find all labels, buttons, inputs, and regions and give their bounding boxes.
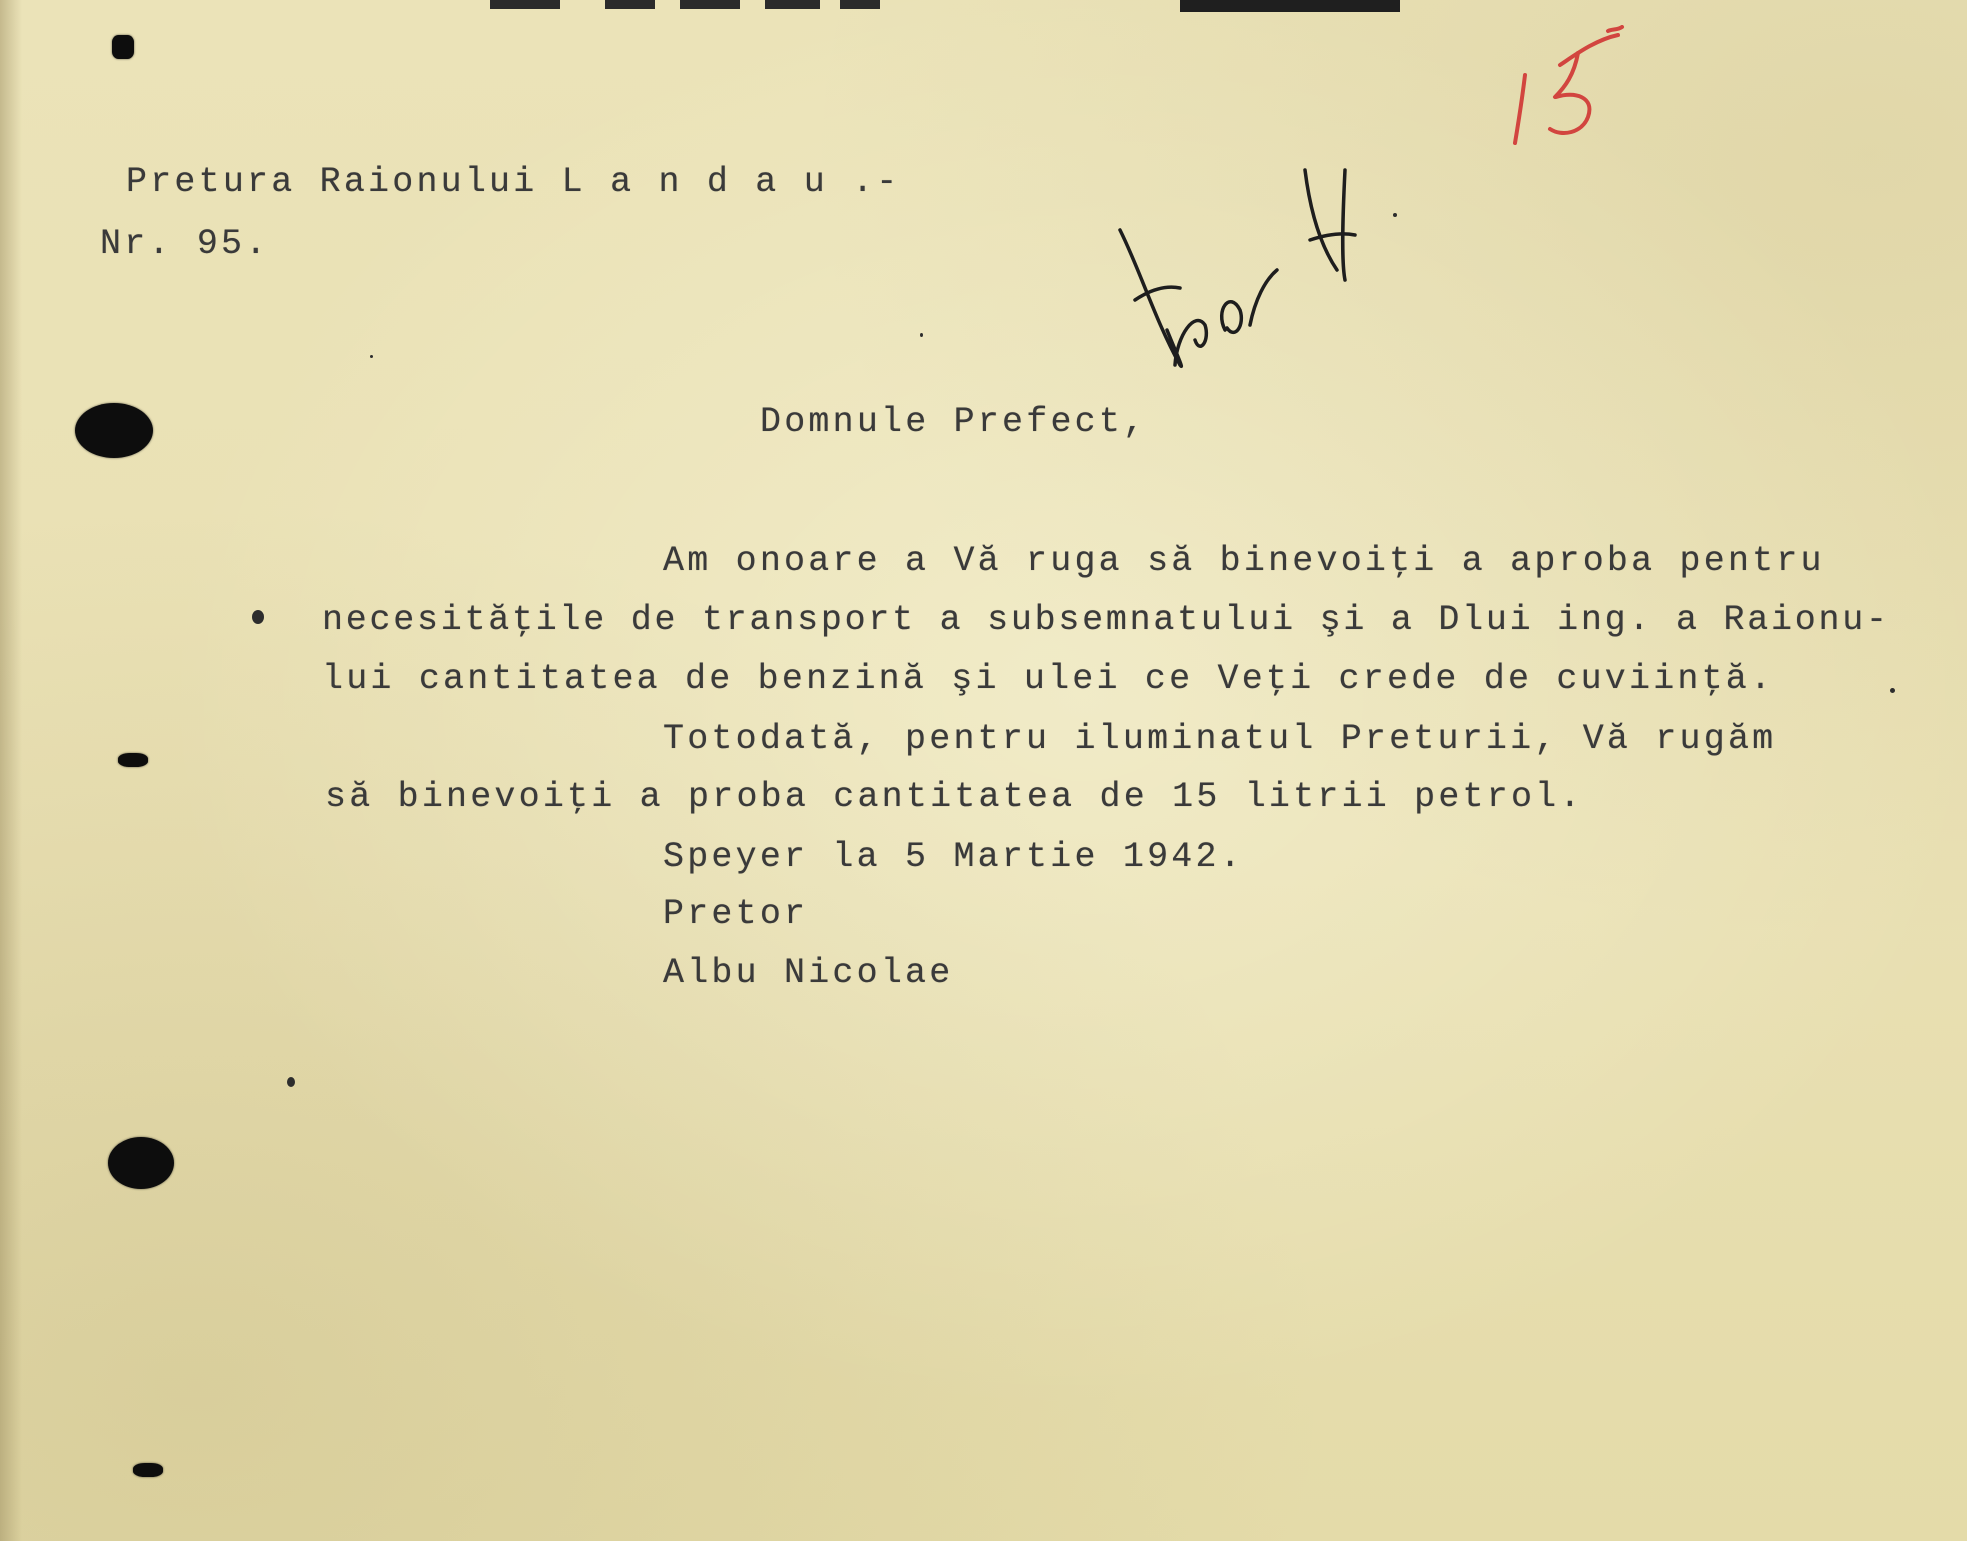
punch-hole bbox=[108, 1137, 174, 1189]
speck bbox=[287, 1077, 295, 1087]
body-line-3: lui cantitatea de benzină şi ulei ce Veţi crede de cuviinţă. bbox=[322, 659, 1775, 699]
speck bbox=[1890, 688, 1895, 693]
salutation: Domnule Prefect, bbox=[760, 402, 1148, 442]
speck bbox=[252, 610, 264, 624]
punch-hole bbox=[75, 403, 153, 458]
signatory-name: Albu Nicolae bbox=[663, 953, 954, 993]
cropped-previous-text bbox=[490, 0, 1150, 12]
handwritten-annotation bbox=[1105, 150, 1365, 380]
folio-number-red bbox=[1500, 25, 1635, 155]
staple-hole bbox=[112, 35, 134, 59]
place-date: Speyer la 5 Martie 1942. bbox=[663, 837, 1244, 877]
speck bbox=[1393, 213, 1397, 217]
document-number: Nr. 95. bbox=[100, 224, 270, 264]
staple-hole bbox=[118, 753, 148, 767]
staple-hole bbox=[133, 1463, 163, 1477]
signatory-title: Pretor bbox=[663, 894, 809, 934]
paper-edge-shadow bbox=[0, 0, 22, 1541]
body-line-1: Am onoare a Vă ruga să binevoiţi a aproba pentru bbox=[663, 541, 1825, 581]
body-line-5: să binevoiţi a proba cantitatea de 15 litrii petrol. bbox=[325, 777, 1584, 817]
speck bbox=[920, 333, 923, 337]
speck bbox=[370, 355, 373, 358]
body-line-4: Totodată, pentru iluminatul Preturii, Vă rugăm bbox=[663, 719, 1777, 759]
office-header: Pretura Raionului L a n d a u .- bbox=[126, 162, 901, 202]
body-line-2: necesităţile de transport a subsemnatului şi a Dlui ing. a Raionu- bbox=[322, 600, 1890, 640]
